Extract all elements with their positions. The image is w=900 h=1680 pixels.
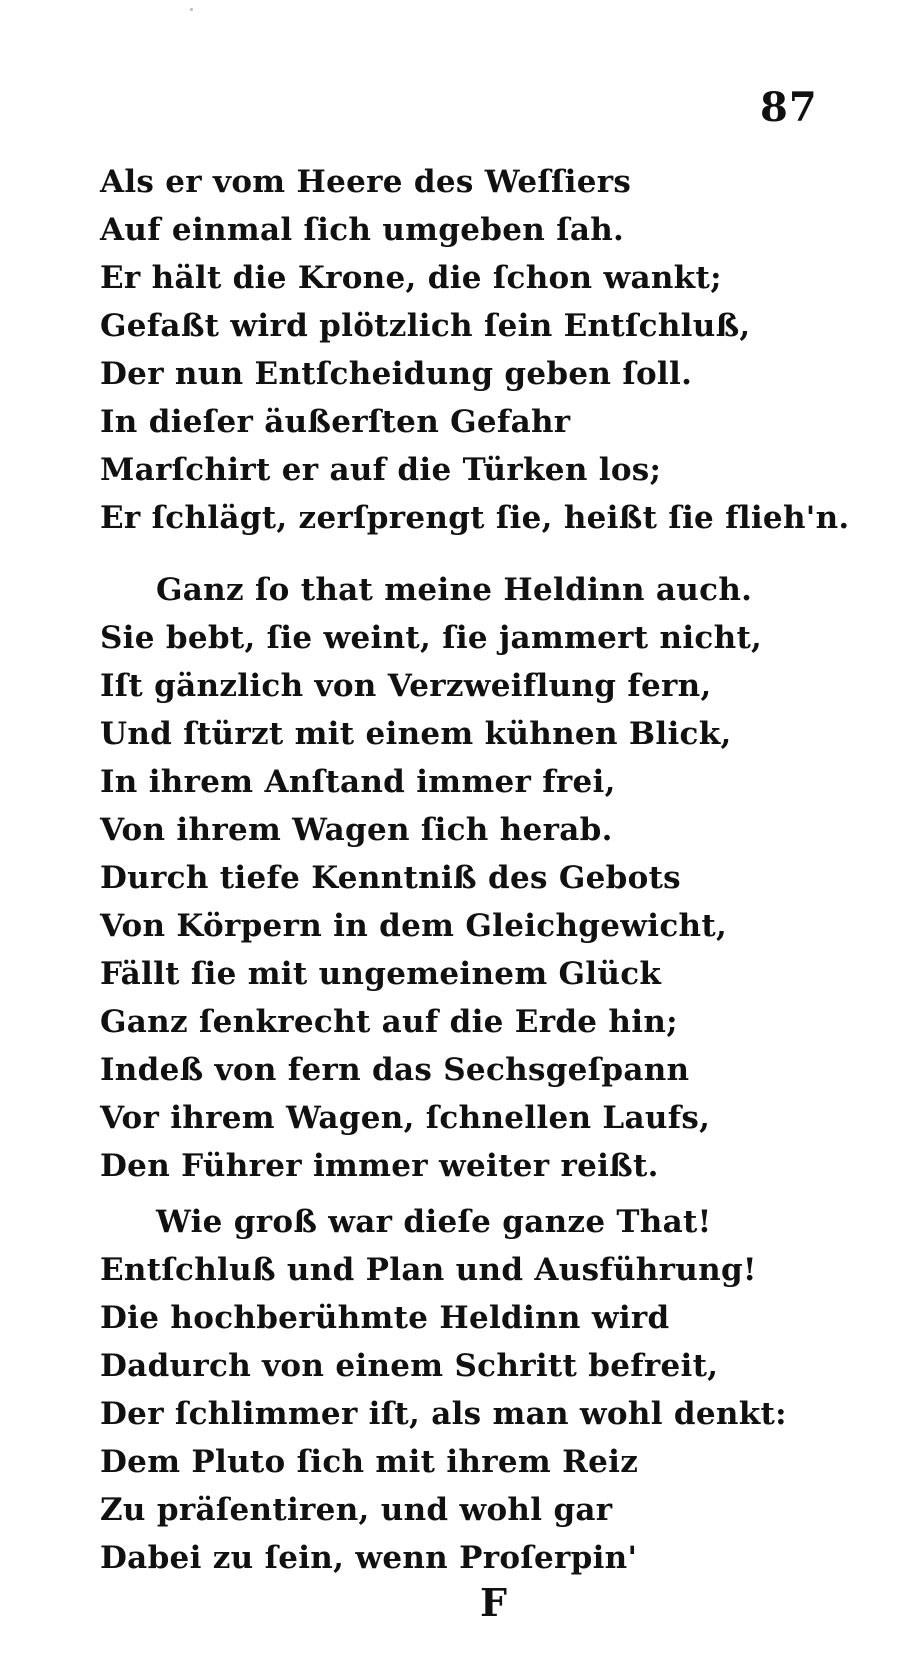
verse-line: Zu präſentiren, und wohl gar	[100, 1492, 613, 1528]
verse-line: Marſchirt er auf die Türken los;	[100, 452, 662, 488]
stanza	[100, 1198, 800, 1582]
verse-line: Von Körpern in dem Gleichgewicht,	[100, 908, 728, 944]
verse-line: Iſt gänzlich von Verzweiflung fern,	[100, 668, 712, 704]
stanza	[100, 158, 850, 542]
verse-line: Der ſchlimmer iſt, als man wohl denkt:	[100, 1396, 787, 1432]
verse-line: Vor ihrem Wagen, ſchnellen Laufs,	[100, 1100, 711, 1136]
stanza	[100, 566, 800, 1190]
paper-speck	[190, 8, 193, 11]
verse-line: Den Führer immer weiter reißt.	[100, 1148, 659, 1184]
signature-mark: F	[480, 1580, 507, 1625]
verse-line: Ganz ſenkrecht auf die Erde hin;	[100, 1004, 678, 1040]
verse-line: Durch tiefe Kenntniß des Gebots	[100, 860, 681, 896]
verse-line: Als er vom Heere des Weſſiers	[100, 164, 632, 200]
verse-line: Dem Pluto ſich mit ihrem Reiz	[100, 1444, 639, 1480]
verse-line: Indeß von fern das Sechsgeſpann	[100, 1052, 690, 1088]
verse-line: Gefaßt wird plötzlich ſein Entſchluß,	[100, 308, 751, 344]
verse-line: Er hält die Krone, die ſchon wankt;	[100, 260, 722, 296]
verse-line: Er ſchlägt, zerſprengt ſie, heißt ſie flieh'n.	[100, 500, 850, 536]
verse-line: Ganz ſo that meine Heldinn auch.	[156, 572, 753, 608]
page-number: 87	[760, 84, 818, 131]
verse-line: Der nun Entſcheidung geben ſoll.	[100, 356, 693, 392]
verse-line: In ihrem Anſtand immer frei,	[100, 764, 616, 800]
verse-line: Entſchluß und Plan und Ausführung!	[100, 1252, 757, 1288]
verse-line: Die hochberühmte Heldinn wird	[100, 1300, 670, 1336]
verse-line: Dadurch von einem Schritt befreit,	[100, 1348, 719, 1384]
verse-line: In dieſer äußerſten Gefahr	[100, 404, 571, 440]
verse-line: Auf einmal ſich umgeben ſah.	[100, 212, 625, 248]
verse-line: Fällt ſie mit ungemeinem Glück	[100, 956, 662, 992]
verse-line: Von ihrem Wagen ſich herab.	[100, 812, 613, 848]
verse-line: Wie groß war dieſe ganze That!	[156, 1204, 712, 1240]
verse-line: Und ſtürzt mit einem kühnen Blick,	[100, 716, 732, 752]
verse-line: Sie bebt, ſie weint, ſie jammert nicht,	[100, 620, 763, 656]
verse-line: Dabei zu ſein, wenn Proſerpin'	[100, 1540, 638, 1576]
